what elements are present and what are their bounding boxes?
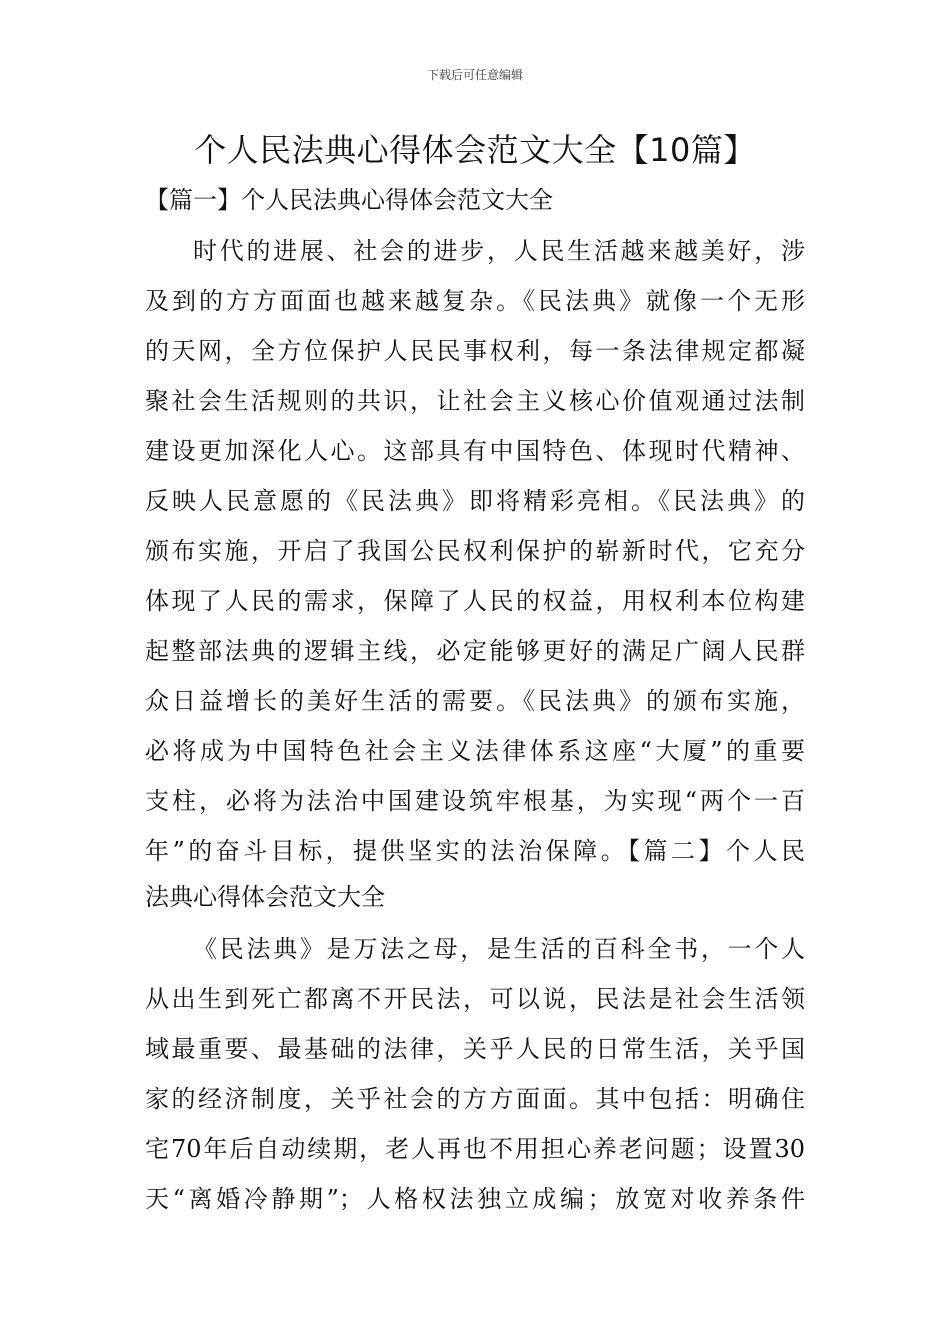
paragraph-line: 的天网，全方位保护人民民事权利，每一条法律规定都凝 [145, 337, 805, 365]
paragraph-line: 法典心得体会范文大全 [145, 883, 385, 911]
paragraph-line: 域最重要、最基础的法律，关乎人民的日常生活，关乎国 [145, 1035, 805, 1063]
paragraph-line: 宅70年后自动续期，老人再也不用担心养老问题；设置30 [145, 1135, 805, 1163]
paragraph-line: 必将成为中国特色社会主义法律体系这座“大厦”的重要 [145, 737, 805, 765]
paragraph-line: 时代的进展、社会的进步，人民生活越来越美好，涉 [193, 237, 805, 265]
document-title: 个人民法典心得体会范文大全【10篇】 [194, 131, 756, 169]
paragraph-line: 建设更加深化人心。这部具有中国特色、体现时代精神、 [145, 437, 805, 465]
paragraph-line: 天“离婚冷静期”；人格权法独立成编；放宽对收养条件 [145, 1185, 805, 1213]
paragraph-line: 颁布实施，开启了我国公民权利保护的崭新时代，它充分 [145, 537, 805, 565]
paragraph-line: 及到的方方面面也越来越复杂。《民法典》就像一个无形 [145, 287, 805, 315]
paragraph-line: 反映人民意愿的《民法典》即将精彩亮相。《民法典》的 [145, 487, 805, 515]
paragraph-line: 家的经济制度，关乎社会的方方面面。其中包括：明确住 [145, 1085, 805, 1113]
paragraph-line: 年”的奋斗目标，提供坚实的法治保障。【篇二】个人民 [145, 837, 805, 865]
page-header-note: 下载后可任意编辑 [426, 68, 523, 82]
paragraph-line: 《民法典》是万法之母，是生活的百科全书，一个人 [193, 935, 805, 963]
section-one-heading: 【篇一】个人民法典心得体会范文大全 [145, 186, 553, 214]
paragraph-line: 起整部法典的逻辑主线，必定能够更好的满足广阔人民群 [145, 637, 805, 665]
paragraph-line: 众日益增长的美好生活的需要。《民法典》的颁布实施， [145, 687, 805, 715]
paragraph-line: 从出生到死亡都离不开民法，可以说，民法是社会生活领 [145, 985, 805, 1013]
paragraph-line: 支柱，必将为法治中国建设筑牢根基，为实现“两个一百 [145, 787, 805, 815]
paragraph-line: 体现了人民的需求，保障了人民的权益，用权利本位构建 [145, 587, 805, 615]
paragraph-line: 聚社会生活规则的共识，让社会主义核心价值观通过法制 [145, 387, 805, 415]
